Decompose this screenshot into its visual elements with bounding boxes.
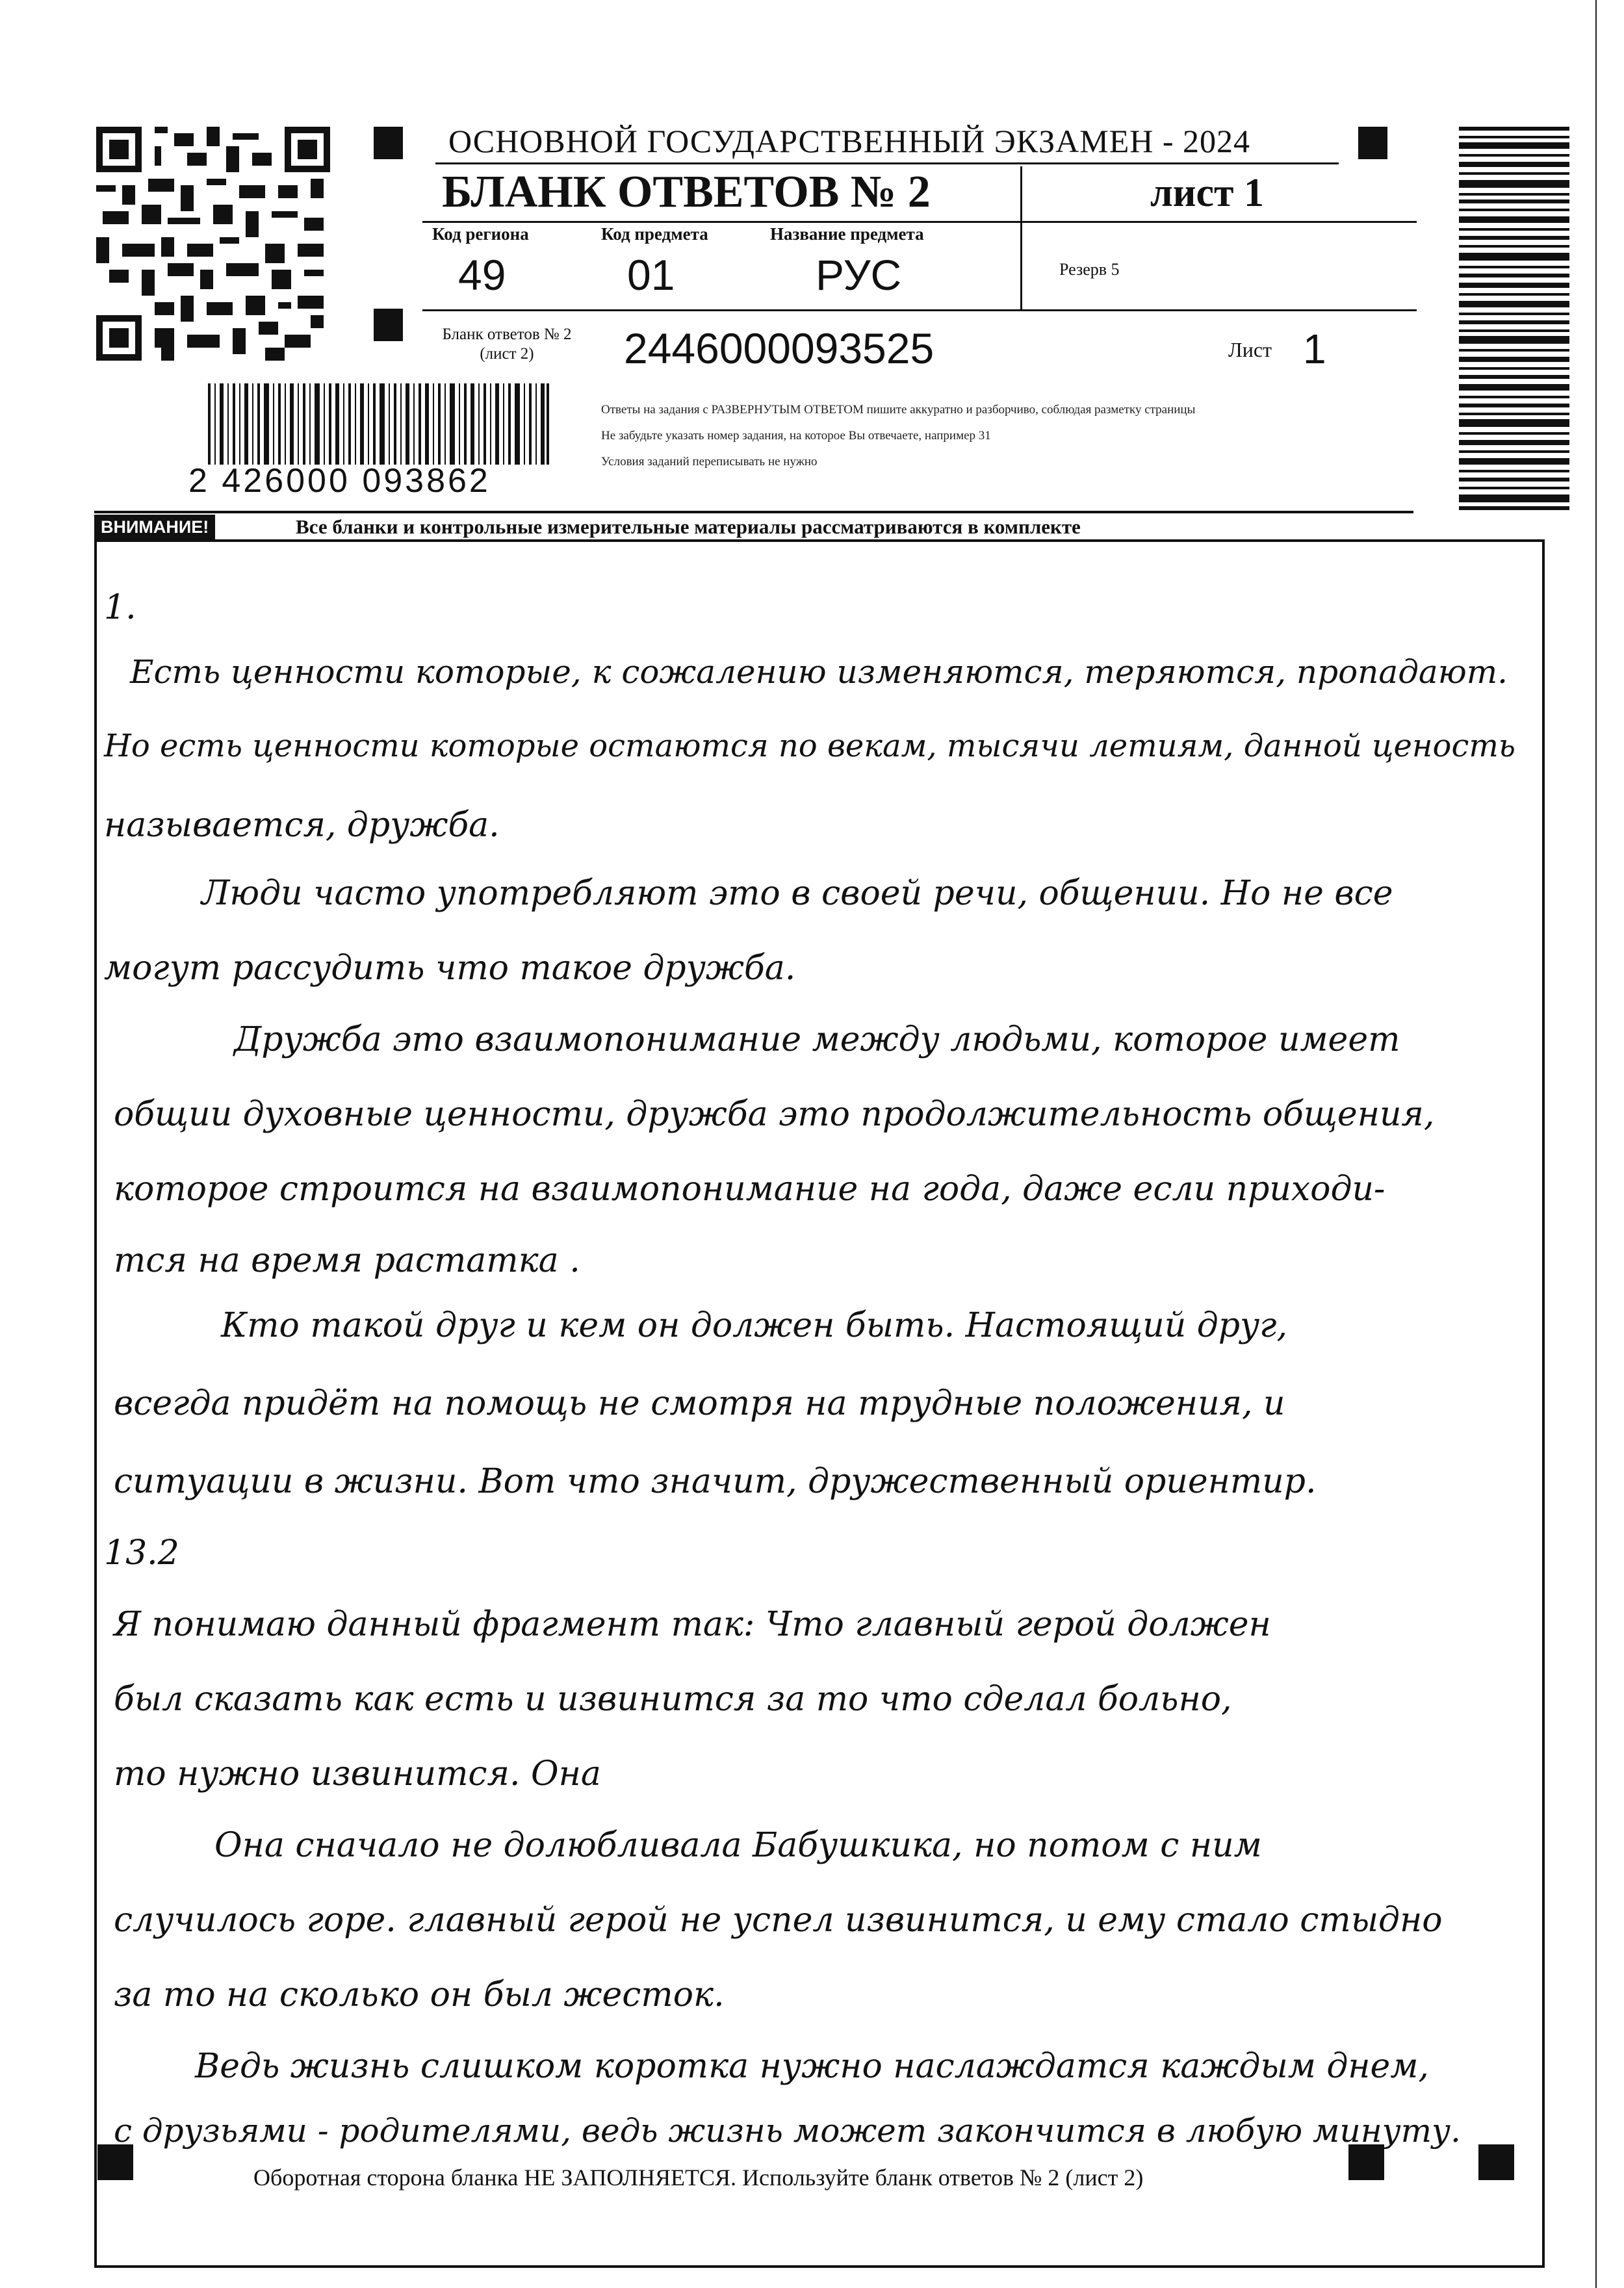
divider: [422, 309, 1417, 311]
marker-square: [374, 127, 403, 159]
marker-square: [374, 309, 403, 341]
exam-title: ОСНОВНОЙ ГОСУДАРСТВЕННЫЙ ЭКЗАМЕН - 2024: [448, 123, 1250, 159]
handwritten-line: то нужно извинится. Она: [114, 1755, 601, 1793]
handwritten-line: с друзьями - родителями, ведь жизнь может закончится в любую минуту.: [114, 2112, 1461, 2150]
divider: [422, 221, 1417, 223]
subject-name-value: РУС: [816, 251, 902, 299]
marker-square: [1358, 127, 1387, 159]
handwritten-line: Ведь жизнь слишком коротка нужно наслаждатся каждым днем,: [195, 2047, 1429, 2086]
divider: [94, 511, 1413, 513]
handwritten-line: Дружба это взаимопонимание между людьми, которое имеет: [234, 1020, 1400, 1059]
vertical-barcode: [1459, 127, 1569, 510]
subject-code-label: Код предмета: [601, 224, 708, 244]
handwritten-line: ситуации в жизни. Вот что значит, дружественный ориентир.: [114, 1462, 1317, 1501]
warning-text: Все бланки и контрольные измерительные материалы рассматриваются в комплекте: [296, 515, 1081, 538]
handwritten-line: которое строится на взаимопонимание на года, даже если приходи-: [114, 1170, 1386, 1209]
handwritten-line: случилось горе. главный герой не успел извинится, и ему стало стыдно: [114, 1901, 1443, 1940]
region-value: 49: [458, 251, 506, 299]
instruction-line: Ответы на задания с РАЗВЕРНУТЫМ ОТВЕТОМ пишите аккуратно и разборчиво, соблюдая разметку страницы: [601, 403, 1196, 417]
handwritten-line: 1.: [104, 588, 136, 627]
handwritten-line: Но есть ценности которые остаются по векам, тысячи летиям, данной ценость: [104, 728, 1515, 764]
handwritten-line: Она сначало не долюбливала Бабушкика, но потом с ним: [214, 1826, 1262, 1865]
reserve-label: Резерв 5: [1059, 260, 1120, 279]
subject-code-value: 01: [627, 251, 675, 299]
qr-code: [96, 127, 330, 361]
handwritten-line: Я понимаю данный фрагмент так: Что главный герой должен: [114, 1605, 1271, 1644]
blank-label-line2: (лист 2): [480, 345, 534, 363]
handwritten-line: Люди часто употребляют это в своей речи, общении. Но не все: [201, 874, 1393, 913]
handwritten-line: 13.2: [104, 1534, 179, 1573]
instruction-line: Не забудьте указать номер задания, на которое Вы отвечаете, например 31: [601, 429, 991, 443]
handwritten-line: за то на сколько он был жесток.: [114, 1975, 725, 2014]
divider: [1020, 166, 1022, 309]
handwritten-line: Кто такой друг и кем он должен быть. Настоящий друг,: [221, 1306, 1287, 1345]
page-edge-line: [1595, 0, 1597, 2288]
handwritten-line: общии духовные ценности, дружба это продолжительность общения,: [114, 1095, 1435, 1134]
blank-number: 2446000093525: [624, 324, 934, 372]
handwritten-line: был сказать как есть и извинится за то что сделал больно,: [114, 1680, 1232, 1719]
instruction-line: Условия заданий переписывать не нужно: [601, 455, 818, 469]
blank-label: [429, 325, 585, 364]
divider: [435, 162, 1339, 164]
sheet-title: лист 1: [1150, 171, 1264, 215]
handwritten-line: могут рассудить что такое дружба.: [104, 949, 796, 988]
handwritten-line: называется, дружба.: [104, 806, 500, 845]
warning-badge: ВНИМАНИЕ!: [94, 515, 215, 539]
form-title: БЛАНК ОТВЕТОВ № 2: [442, 167, 931, 217]
blank-label-line1: Бланк ответов № 2: [442, 326, 572, 343]
subject-name-label: Название предмета: [770, 224, 924, 244]
handwritten-line: тся на время растатка .: [114, 1241, 580, 1280]
barcode: [208, 383, 549, 465]
list-label: Лист: [1228, 338, 1272, 361]
footer-note: Оборотная сторона бланка НЕ ЗАПОЛНЯЕТСЯ. Используйте бланк ответов № 2 (лист 2): [253, 2165, 1144, 2191]
handwritten-line: Есть ценности которые, к сожалению изменяются, теряются, пропадают.: [130, 653, 1508, 691]
region-label: Код региона: [432, 224, 529, 244]
handwritten-line: всегда придёт на помощь не смотря на трудные положения, и: [114, 1384, 1285, 1423]
barcode-digits: 2 426000 093862: [188, 462, 491, 500]
list-number: 1: [1303, 326, 1326, 372]
